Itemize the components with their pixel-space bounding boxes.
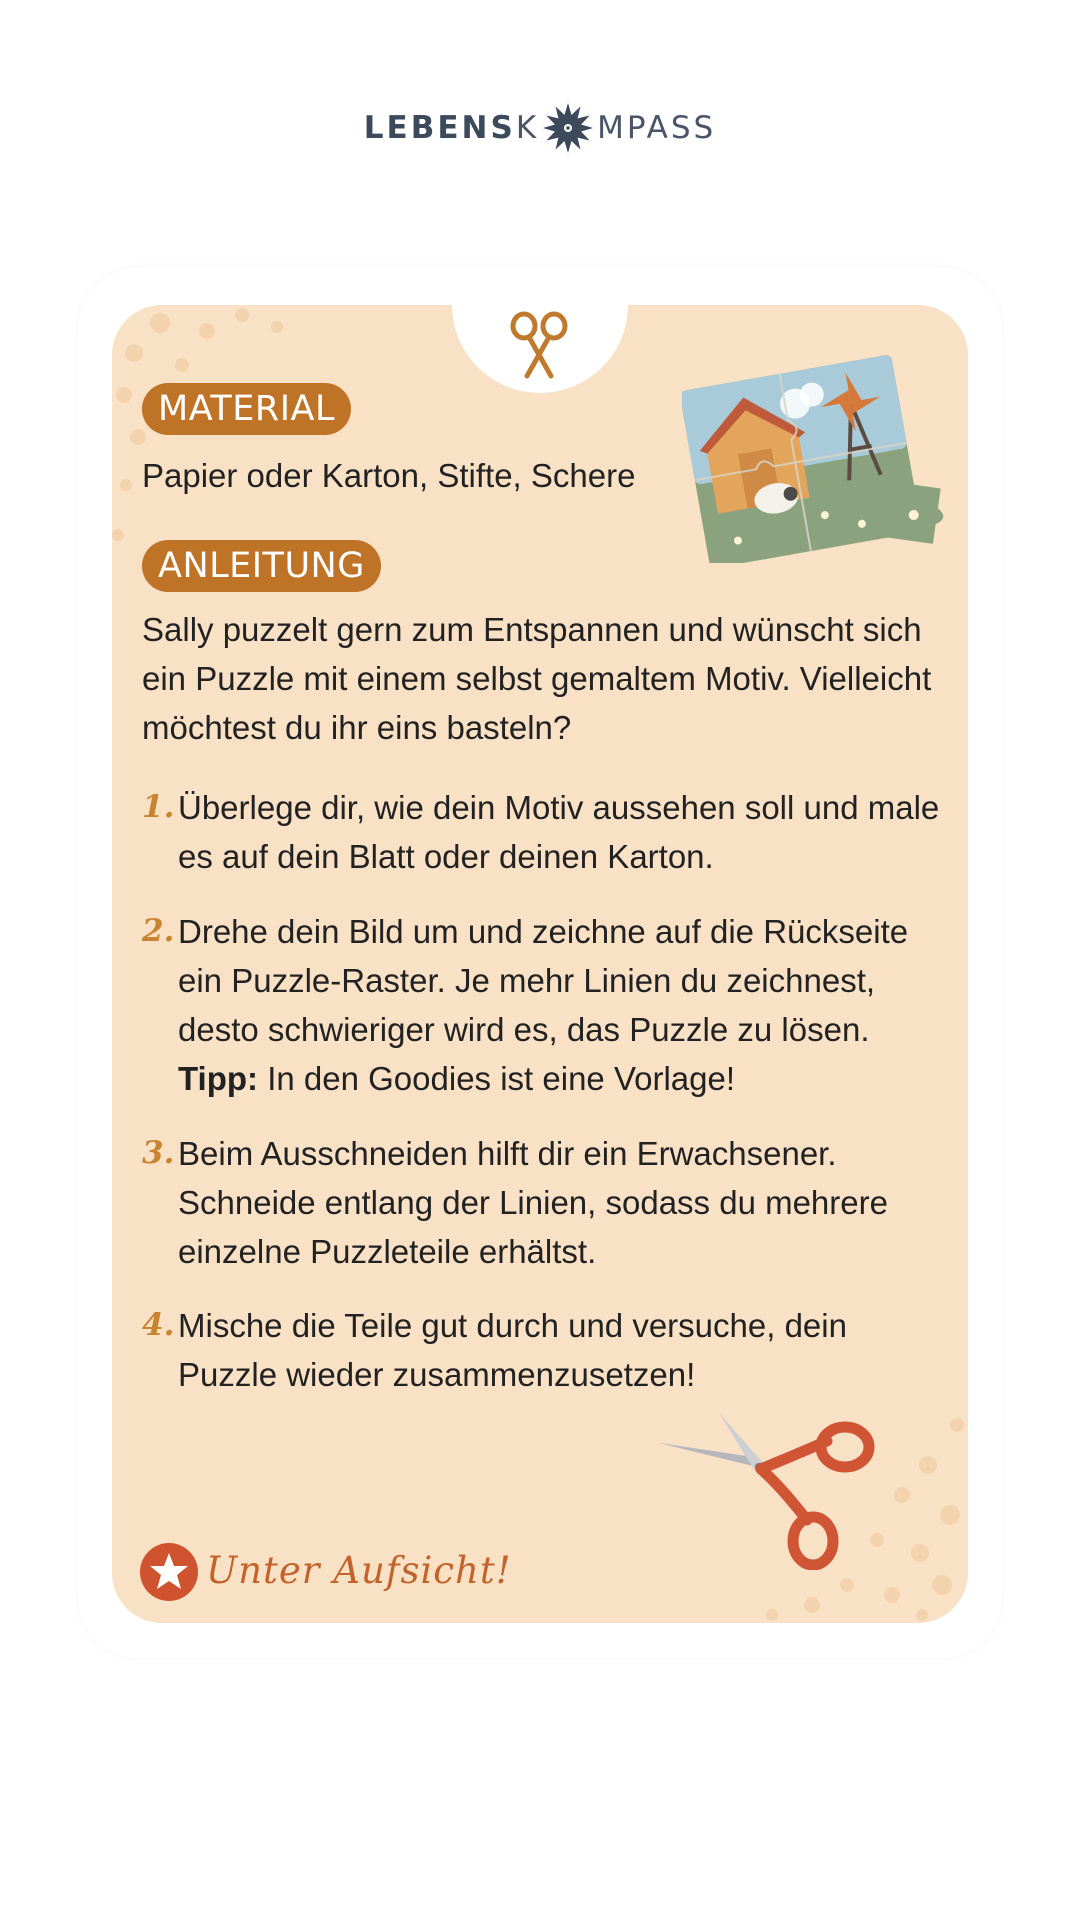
step-text: Überlege dir, wie dein Motiv aussehen soll und male es auf dein Blatt oder deinen Karton. <box>178 789 940 875</box>
scissors-icon <box>507 310 571 380</box>
step-text: Mische die Teile gut durch und versuche, dein Puzzle wieder zusammenzusetzen! <box>178 1307 847 1393</box>
material-heading: MATERIAL <box>142 383 351 435</box>
intro-text: Sally puzzelt gern zum Entspannen und wünscht sich ein Puzzle mit einem selbst gemaltem Motiv. Vielleicht möchtest du ihr eins basteln? <box>142 611 932 746</box>
tip-label: Tipp: <box>178 1060 259 1097</box>
supervision-note: Unter Aufsicht! <box>206 1549 512 1592</box>
step-3 <box>142 1129 942 1276</box>
anleitung-heading: ANLEITUNG <box>142 540 381 592</box>
step-number: 2. <box>142 913 175 949</box>
step-body <box>178 907 942 1103</box>
star-badge-icon <box>140 1543 198 1601</box>
step-number: 3. <box>142 1135 175 1171</box>
brand-name-part2: K <box>515 110 540 146</box>
material-text: Papier oder Karton, Stifte, Schere <box>142 457 636 494</box>
puzzle-illustration <box>682 333 952 563</box>
brand-name-part1: LEBENS <box>363 110 516 146</box>
step-text: Drehe dein Bild um und zeichne auf die Rückseite ein Puzzle-Raster. Je mehr Linien du zeichnest, desto schwieriger wird es, das Puzzle zu lösen. <box>178 913 909 1048</box>
step-number: 4. <box>142 1307 175 1343</box>
step-number: 1. <box>142 789 175 825</box>
scissors-illustration <box>657 1405 877 1570</box>
tip-text: In den Goodies ist eine Vorlage! <box>267 1060 736 1097</box>
step-2 <box>142 907 942 1103</box>
brand-name-part3: MPASS <box>597 110 717 146</box>
activity-card <box>112 305 968 1623</box>
step-text: Beim Ausschneiden hilft dir ein Erwachsener. Schneide entlang der Linien, sodass du mehrere einzelne Puzzleteile erhältst. <box>178 1135 888 1270</box>
step-4 <box>142 1301 942 1399</box>
brand-logo <box>0 100 1080 156</box>
compass-flower-icon <box>540 100 596 156</box>
step-1 <box>142 783 942 881</box>
